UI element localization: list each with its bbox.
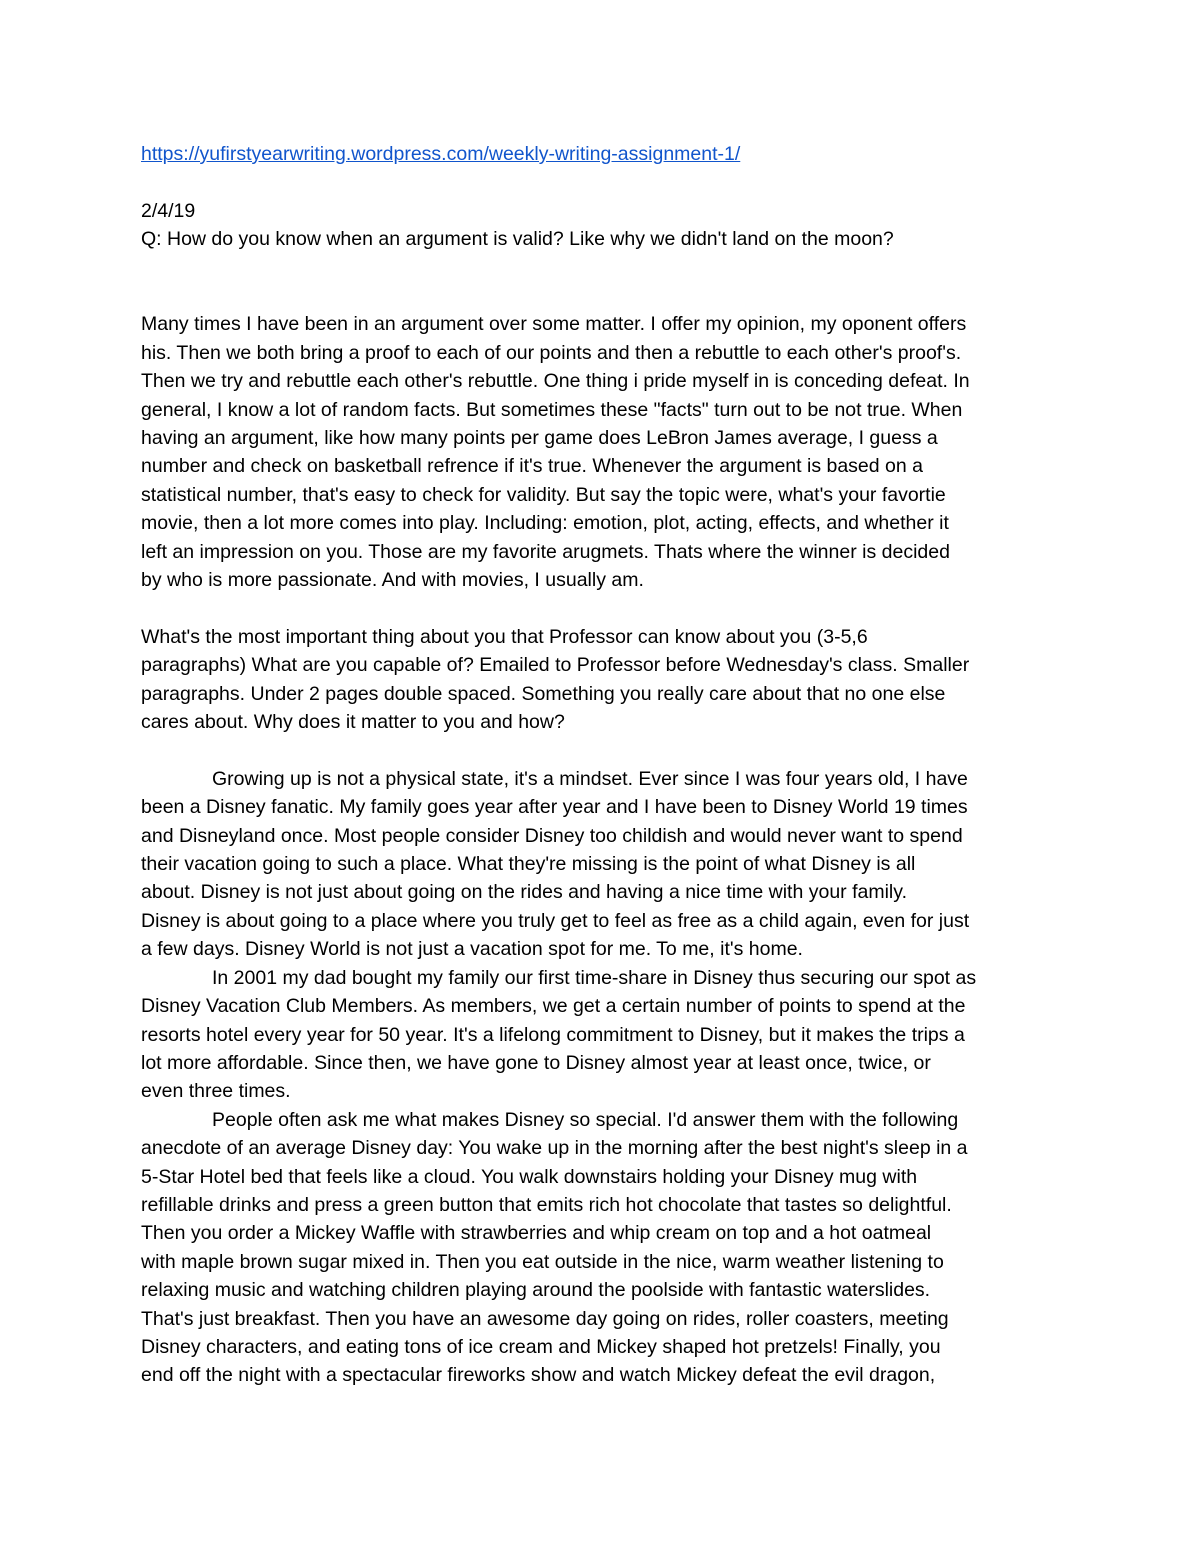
text-line: end off the night with a spectacular fireworks show and watch Mickey defeat the evil dragon, [141, 1364, 936, 1387]
text-line: by who is more passionate. And with movies, I usually am. [141, 569, 644, 592]
text-line: left an impression on you. Those are my favorite arugmets. Thats where the winner is decided [141, 540, 950, 563]
document-page [141, 140, 1071, 1390]
text-line: That's just breakfast. Then you have an awesome day going on rides, roller coasters, meeting [141, 1307, 949, 1330]
essay-paragraph-3 [141, 1106, 1071, 1390]
text-line: cares about. Why does it matter to you and how? [141, 711, 565, 734]
text-line: with maple brown sugar mixed in. Then you eat outside in the nice, warm weather listening to [141, 1250, 944, 1273]
spacer [141, 736, 1071, 764]
text-line: number and check on basketball refrence if it's true. Whenever the argument is based on a [141, 455, 923, 478]
text-line: Disney Vacation Club Members. As members, we get a certain number of points to spend at the [141, 995, 966, 1018]
text-line: their vacation going to such a place. What they're missing is the point of what Disney is all [141, 853, 916, 876]
paragraph-prompt [141, 623, 1071, 737]
text-line: What's the most important thing about you that Professor can know about you (3-5,6 [141, 625, 868, 648]
text-line: resorts hotel every year for 50 year. It's a lifelong commitment to Disney, but it makes the trips a [141, 1023, 965, 1046]
text-line: his. Then we both bring a proof to each of our points and then a rebuttle to each other's proof's. [141, 341, 962, 364]
text-line: about. Disney is not just about going on the rides and having a nice time with your family. [141, 881, 907, 904]
text-line: lot more affordable. Since then, we have gone to Disney almost year at least once, twice, or [141, 1051, 931, 1074]
text-line: Then you order a Mickey Waffle with strawberries and whip cream on top and a hot oatmeal [141, 1222, 932, 1245]
text-line: 5-Star Hotel bed that feels like a cloud. You walk downstairs holding your Disney mug with [141, 1165, 918, 1188]
text-line: having an argument, like how many points per game does LeBron James average, I guess a [141, 427, 938, 450]
text-line: Growing up is not a physical state, it's a mindset. Ever since I was four years old, I have [212, 767, 968, 790]
essay-paragraph-1 [141, 765, 1071, 964]
spacer [141, 168, 1071, 196]
spacer [141, 594, 1071, 622]
text-line: In 2001 my dad bought my family our first time-share in Disney thus securing our spot as [212, 966, 977, 989]
paragraph-argument [141, 310, 1071, 594]
text-line: and Disneyland once. Most people consider Disney too childish and would never want to spend [141, 824, 963, 847]
spacer [141, 282, 1071, 310]
text-line: Many times I have been in an argument over some matter. I offer my opinion, my oponent offers [141, 313, 967, 336]
text-line: even three times. [141, 1080, 291, 1103]
spacer [141, 254, 1071, 282]
text-line: anecdote of an average Disney day: You wake up in the morning after the best night's sleep in a [141, 1137, 968, 1160]
text-line: relaxing music and watching children playing around the poolside with fantastic waterslides. [141, 1279, 931, 1302]
text-line: Then we try and rebuttle each other's rebuttle. One thing i pride myself in is conceding defeat. In [141, 370, 970, 393]
date-line: 2/4/19 [141, 199, 196, 222]
text-line: statistical number, that's easy to check for validity. But say the topic were, what's your favortie [141, 483, 946, 506]
assignment-link[interactable]: https://yufirstyearwriting.wordpress.com/weekly-writing-assignment-1/ [141, 143, 741, 165]
text-line: Disney characters, and eating tons of ice cream and Mickey shaped hot pretzels! Finally, you [141, 1335, 941, 1358]
text-line: a few days. Disney World is not just a vacation spot for me. To me, it's home. [141, 938, 803, 961]
text-line: refillable drinks and press a green button that emits rich hot chocolate that tastes so delightful. [141, 1193, 952, 1216]
text-line: paragraphs. Under 2 pages double spaced. Something you really care about that no one else [141, 682, 946, 705]
text-line: People often ask me what makes Disney so special. I'd answer them with the following [212, 1108, 959, 1131]
question-line: Q: How do you know when an argument is valid? Like why we didn't land on the moon? [141, 228, 894, 251]
text-line: Disney is about going to a place where you truly get to feel as free as a child again, even for just [141, 909, 970, 932]
text-line: general, I know a lot of random facts. But sometimes these "facts" turn out to be not true. When [141, 398, 963, 421]
text-line: been a Disney fanatic. My family goes year after year and I have been to Disney World 19 times [141, 796, 968, 819]
text-line: movie, then a lot more comes into play. Including: emotion, plot, acting, effects, and whether it [141, 512, 949, 535]
essay-paragraph-2 [141, 964, 1071, 1106]
text-line: paragraphs) What are you capable of? Emailed to Professor before Wednesday's class. Smaller [141, 654, 970, 677]
